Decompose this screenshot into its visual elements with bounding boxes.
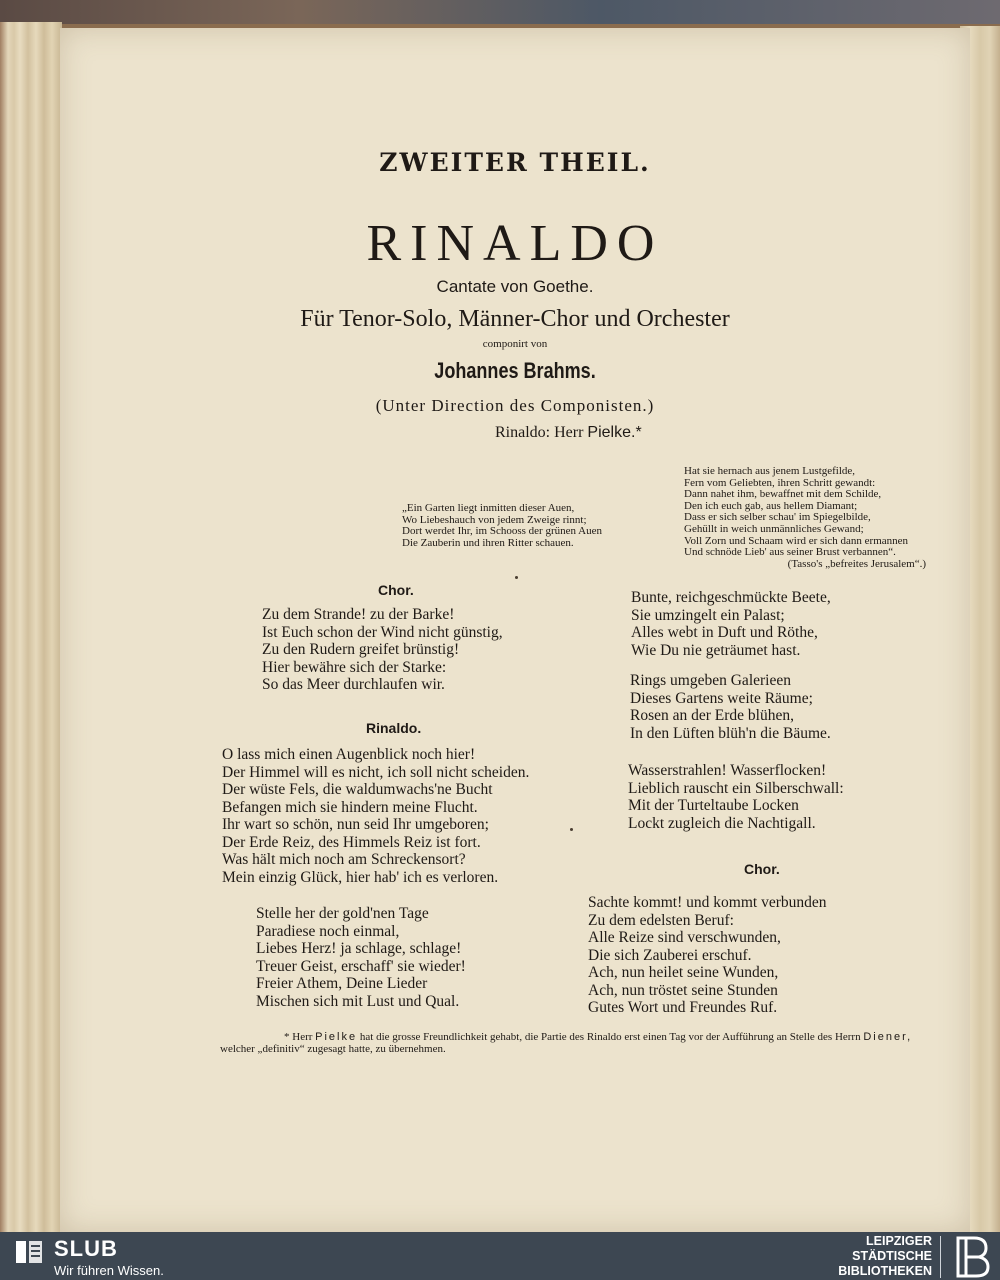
footnote-name: Pielke (315, 1031, 358, 1043)
verse-line: Sie umzingelt ein Palast; (631, 606, 785, 624)
soloist-name: Pielke.* (587, 424, 642, 441)
print-speck (570, 828, 573, 831)
footnote-part: * Herr (284, 1031, 313, 1043)
part-heading: ZWEITER THEIL. (379, 148, 651, 177)
verse-line: Hier bewähre sich der Starke: (262, 658, 447, 676)
cantata-subtitle: Cantate von Goethe. (436, 277, 594, 296)
rings-verse (630, 672, 831, 742)
footnote (220, 1032, 940, 1055)
motto-right (684, 465, 927, 570)
verse-line: Wasserstrahlen! Wasserflocken! (628, 762, 827, 779)
verse-line: Wie Du nie geträumet hast. (631, 641, 801, 659)
verse-line: Zu dem edelsten Beruf: (588, 911, 734, 929)
verse-line: Lockt zugleich die Nachtigall. (628, 814, 816, 832)
partner-line: BIBLIOTHEKEN (838, 1264, 932, 1278)
verse-line: Lieblich rauscht ein Silberschwall: (628, 779, 844, 797)
verse-line: Sachte kommt! und kommt verbunden (588, 894, 827, 911)
verse-line: Ihr wart so schön, nun seid Ihr umgeboren; (222, 816, 489, 833)
motto-line: Fern vom Geliebten, ihren Schritt gewandt: (684, 476, 876, 489)
verse-line: Rosen an der Erde blühen, (630, 707, 794, 724)
verse-line: Mischen sich mit Lust und Qual. (256, 992, 460, 1010)
rinaldo-verse (222, 746, 529, 886)
motto-line: Dass er sich selber schau' im Spiegelbilde, (684, 511, 871, 524)
verse-line: So das Meer durchlaufen wir. (262, 676, 445, 693)
soloist-line (495, 424, 642, 442)
partner-name[interactable] (838, 1234, 932, 1279)
book-top-edge (0, 0, 1000, 24)
motto-source: (Tasso's „befreites Jerusalem“.) (787, 557, 927, 570)
verse-line: Befangen mich sie hindern meine Flucht. (222, 798, 478, 816)
motto-left (402, 503, 602, 549)
verse-line: Stelle her der gold'nen Tage (256, 905, 429, 922)
verse-line: Ach, nun heilet seine Wunden, (588, 964, 779, 981)
verse-line: Alle Reize sind verschwunden, (588, 929, 781, 946)
verse-line: Ist Euch schon der Wind nicht günstig, (262, 623, 503, 641)
verse-line: Freier Athem, Deine Lieder (256, 975, 428, 992)
verse-line: In den Lüften blüh'n die Bäume. (630, 724, 831, 742)
chor-verse (262, 606, 503, 694)
verse-line: Bunte, reichgeschmückte Beete, (631, 589, 831, 606)
slub-tagline: Wir führen Wissen. (54, 1263, 164, 1278)
chor-heading: Chor. (378, 582, 414, 598)
verse-line: Gutes Wort und Freundes Ruf. (588, 999, 778, 1016)
motto-line: Die Zauberin und ihren Ritter schauen. (402, 536, 574, 549)
partner-line: LEIPZIGER (866, 1234, 932, 1248)
verse-line: Der wüste Fels, die waldumwachs'ne Bucht (222, 781, 493, 798)
partner-line: STÄDTISCHE (852, 1249, 932, 1263)
footnote-part: welcher „definitiv“ zugesagt hatte, zu übernehmen. (220, 1042, 446, 1055)
verse-line: Treuer Geist, erschaff' sie wieder! (256, 957, 466, 975)
motto-line: „Ein Garten liegt inmitten dieser Auen, (402, 502, 575, 514)
verse-line: Rings umgeben Galerieen (630, 672, 791, 689)
verse-line: O lass mich einen Augenblick noch hier! (222, 746, 476, 763)
left-page-stack (0, 22, 62, 1232)
scoring-line: Für Tenor-Solo, Männer-Chor und Orchester (300, 306, 730, 332)
verse-line: Zu dem Strande! zu der Barke! (262, 606, 455, 623)
verse-line: Der Himmel will es nicht, ich soll nicht scheiden. (222, 763, 530, 781)
motto-line: Voll Zorn und Schaam wird er sich dann ermannen (684, 534, 909, 547)
leipzig-library-logo-icon[interactable] (952, 1235, 992, 1279)
verse-line: Der Erde Reiz, des Himmels Reiz ist fort. (222, 833, 481, 851)
verse-line: Alles webt in Duft und Röthe, (631, 624, 818, 641)
verse-line: Was hält mich noch am Schreckensort? (222, 851, 466, 868)
motto-line: Wo Liebeshauch von jedem Zweige rinnt; (402, 513, 587, 526)
footer-divider (940, 1236, 941, 1278)
rinaldo-heading: Rinaldo. (366, 720, 422, 736)
motto-line: Und schnöde Lieb' aus seiner Brust verbannen“. (684, 546, 896, 559)
final-chor-verse (588, 894, 827, 1017)
verse-line: Ach, nun tröstet seine Stunden (588, 981, 778, 999)
bunte-verse (631, 589, 831, 659)
verse-line: Die sich Zauberei erschuf. (588, 946, 752, 964)
motto-line: Den ich euch gab, aus hellem Diamant; (684, 499, 858, 512)
verse-line: Mit der Turteltaube Locken (628, 797, 799, 814)
composer-name: Johannes Brahms. (434, 358, 596, 383)
slub-brand[interactable]: SLUB (54, 1236, 118, 1261)
motto-line: Hat sie hernach aus jenem Lustgefilde, (684, 465, 856, 477)
verse-line: Dieses Gartens weite Räume; (630, 689, 813, 707)
verse-line: Zu den Rudern greifet brünstig! (262, 641, 460, 658)
composed-by-label: componirt von (482, 338, 548, 350)
direction-note: (Unter Direction des Componisten.) (375, 396, 655, 415)
footnote-name: Diener, (863, 1031, 913, 1043)
slub-logo-icon[interactable] (14, 1237, 44, 1267)
motto-line: Dort werdet Ihr, im Schooss der grünen Auen (402, 525, 602, 538)
verse-line: Liebes Herz! ja schlage, schlage! (256, 940, 462, 957)
print-speck (515, 576, 518, 579)
verse-line: Paradiese noch einmal, (256, 922, 400, 940)
stelle-verse (256, 905, 466, 1010)
motto-line: Dann nahet ihm, bewaffnet mit dem Schilde, (684, 488, 882, 501)
chor-heading-final: Chor. (744, 861, 780, 877)
wasser-verse (628, 762, 844, 832)
footnote-part: hat die grosse Freundlichkeit gehabt, die Partie des Rinaldo erst einen Tag vor der Aufführung an Stelle des Herrn (359, 1031, 861, 1043)
page-title: RINALDO (366, 215, 664, 272)
verse-line: Mein einzig Glück, hier hab' ich es verloren. (222, 868, 499, 886)
book-page (60, 28, 970, 1232)
motto-line: Gehüllt in weich unmännliches Gewand; (684, 522, 864, 535)
soloist-role: Rinaldo: Herr (495, 424, 584, 441)
